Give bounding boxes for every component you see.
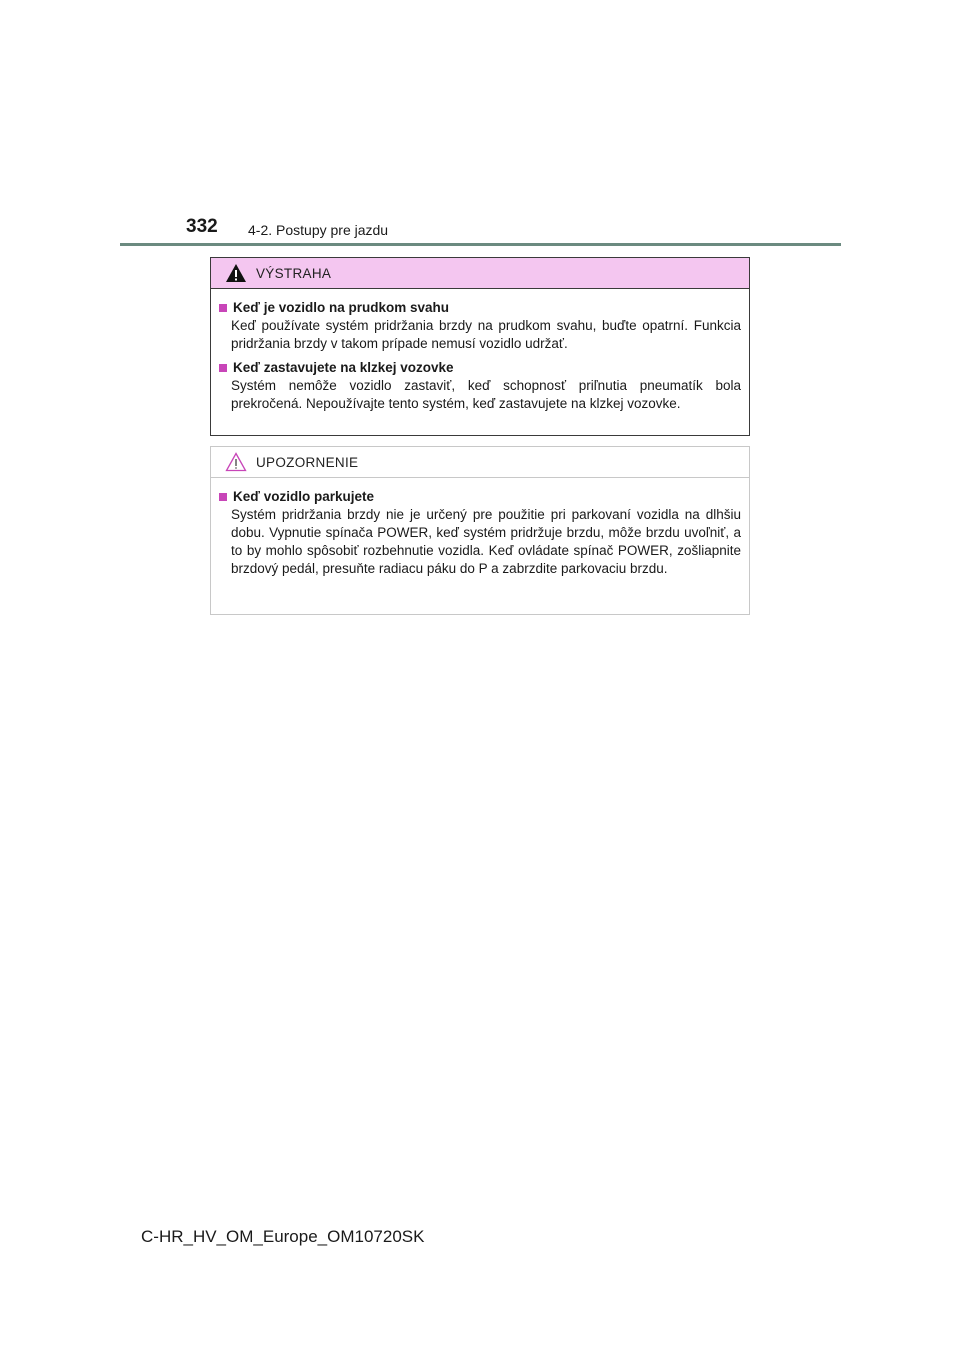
caution-triangle-icon — [225, 452, 247, 472]
caution-item-title: Keď vozidlo parkujete — [233, 489, 374, 504]
caution-box — [210, 446, 750, 615]
header-rule — [120, 243, 841, 246]
warning-item-title: Keď zastavujete na klzkej vozovke — [233, 360, 454, 375]
warning-title: VÝSTRAHA — [256, 265, 332, 281]
square-bullet-icon — [219, 493, 227, 501]
warning-item-title: Keď je vozidlo na prudkom svahu — [233, 300, 449, 315]
caution-item — [219, 488, 741, 578]
warning-item-text: Systém nemôže vozidlo zastaviť, keď schopnosť priľnutia pneumatík bola prekročená. Nepoužívajte tento systém, keď zastavujete na klzkej vozovke. — [231, 378, 741, 411]
warning-triangle-icon — [225, 263, 247, 283]
warning-item — [219, 359, 741, 413]
document-id: C-HR_HV_OM_Europe_OM10720SK — [141, 1227, 425, 1246]
page-number: 332 — [186, 216, 218, 237]
caution-title: UPOZORNENIE — [256, 454, 359, 470]
square-bullet-icon — [219, 304, 227, 312]
section-title: 4-2. Postupy pre jazdu — [248, 222, 389, 238]
warning-header — [211, 258, 749, 289]
warning-box — [210, 257, 750, 436]
caution-item-text: Systém pridržania brzdy nie je určený pre použitie pri parkovaní vozidla na dlhšiu dobu. Vypnutie spínača POWER, keď systém pridržuje brzdu, môže brzdu uvoľniť, a to by mohlo spôsobiť rozbehnutie vozidla. Keď ovládate spínač POWER, zošliapnite brzdový pedál, presuňte radiacu páku do P a zabrzdite parkovaciu brzdu. — [231, 507, 741, 576]
warning-item — [219, 299, 741, 353]
caution-header — [211, 447, 749, 478]
warning-item-text: Keď používate systém pridržania brzdy na prudkom svahu, buďte opatrní. Funkcia pridržania brzdy v takom prípade nemusí vozidlo udržať. — [231, 318, 741, 351]
square-bullet-icon — [219, 364, 227, 372]
